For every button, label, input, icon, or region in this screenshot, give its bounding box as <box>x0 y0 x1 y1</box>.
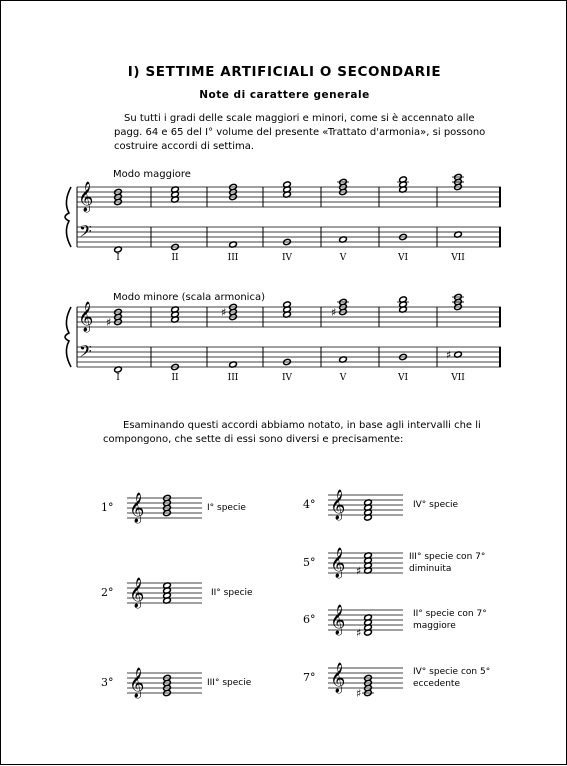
species-7-sharp: ♯ <box>356 687 362 700</box>
minor-system-sharp: ♯ <box>106 316 112 329</box>
major-degree-6: VI <box>397 253 409 263</box>
species-7-description: IV° specie con 5° eccedente <box>413 667 491 689</box>
species-4-description: IV° specie <box>413 500 459 510</box>
minor-degree-2: II <box>171 373 179 383</box>
species-4-treble-clef: 𝄞 <box>330 490 346 520</box>
major-system-brace <box>65 187 71 247</box>
species-7-treble-clef: 𝄞 <box>330 663 346 693</box>
minor-degree-1: I <box>116 373 120 383</box>
minor-system-bass-clef: 𝄢 <box>79 341 92 365</box>
species-2-number: 2° <box>101 586 114 599</box>
page-title: I) SETTIME ARTIFICIALI O SECONDARIE <box>127 64 442 80</box>
minor-degree-5: V <box>339 373 347 383</box>
species-1-description: I° specie <box>207 503 246 513</box>
minor-degree-6: VI <box>397 373 409 383</box>
music-notation <box>1 1 567 766</box>
species-1-treble-clef: 𝄞 <box>129 493 145 523</box>
major-degree-4: IV <box>281 253 293 263</box>
major-system-bass-clef: 𝄢 <box>79 221 92 245</box>
species-3-treble-clef: 𝄞 <box>129 668 145 698</box>
species-3-number: 3° <box>101 676 114 689</box>
species-6-sharp: ♯ <box>356 626 362 640</box>
major-system-treble-clef: 𝄞 <box>78 182 94 212</box>
species-7-number: 7° <box>303 671 316 684</box>
minor-system-sharp: ♯ <box>446 348 452 362</box>
minor-mode-label: Modo minore (scala armonica) <box>113 292 265 303</box>
major-degree-3: III <box>227 253 239 263</box>
major-degree-7: VII <box>451 253 465 263</box>
species-6-treble-clef: 𝄞 <box>330 605 346 635</box>
major-degree-5: V <box>339 253 347 263</box>
species-2-treble-clef: 𝄞 <box>129 578 145 608</box>
species-1-number: 1° <box>101 501 114 514</box>
intro-paragraph: Su tutti i gradi delle scale maggiori e minori, come si è accennato alle pagg. 64 e 65 del I° volume del presente «Trattato d'armonia», si possono costruire accordi di settima. <box>114 113 486 152</box>
species-6-number: 6° <box>303 613 316 626</box>
page-subtitle: Note di carattere generale <box>199 89 370 101</box>
summary-paragraph: Esaminando questi accordi abbiamo notato, in base agli intervalli che li compongono, che sette di essi sono diversi e precisamente: <box>103 420 481 445</box>
minor-degree-7: VII <box>451 373 465 383</box>
species-5-sharp: ♯ <box>356 564 362 578</box>
species-3-description: III° specie <box>207 678 252 688</box>
minor-system-brace <box>65 307 71 367</box>
species-2-description: II° specie <box>211 588 253 598</box>
minor-system-sharp: ♯ <box>221 306 227 319</box>
minor-degree-3: III <box>227 373 239 383</box>
minor-system-sharp: ♯ <box>331 306 337 319</box>
minor-system-treble-clef: 𝄞 <box>78 302 94 332</box>
species-5-description: III° specie con 7° diminuita <box>409 552 486 574</box>
major-degree-1: I <box>116 253 120 263</box>
species-5-number: 5° <box>303 556 316 569</box>
minor-degree-4: IV <box>281 373 293 383</box>
major-degree-2: II <box>171 253 179 263</box>
species-5-treble-clef: 𝄞 <box>330 548 346 578</box>
species-6-description: II° specie con 7° maggiore <box>413 609 487 631</box>
species-4-number: 4° <box>303 498 316 511</box>
major-mode-label: Modo maggiore <box>113 169 191 180</box>
